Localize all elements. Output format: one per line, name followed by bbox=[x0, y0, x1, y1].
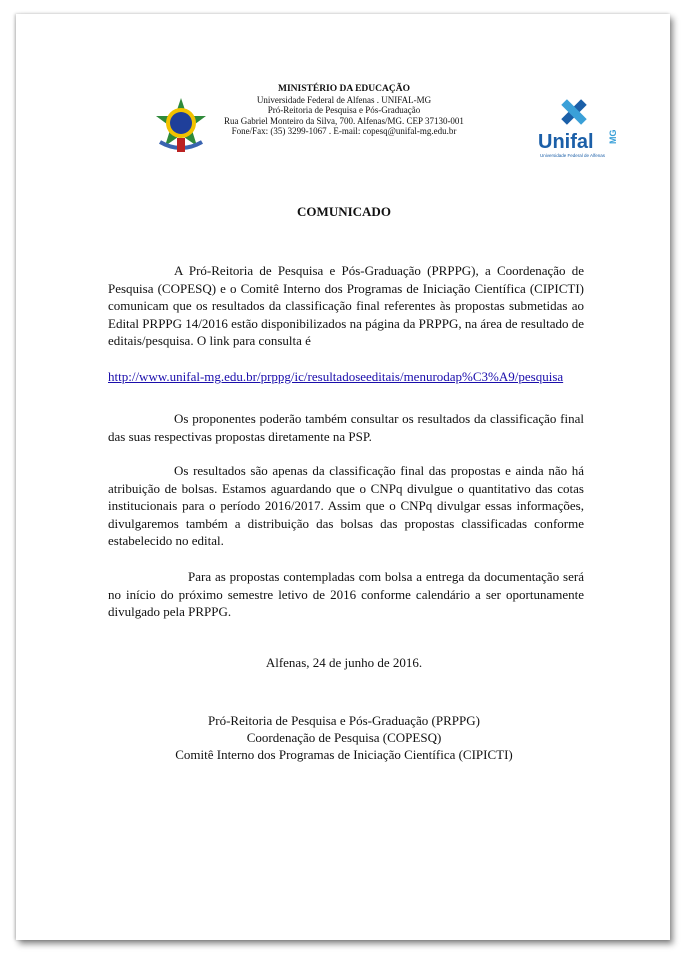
address: Rua Gabriel Monteiro da Silva, 700. Alfenas/MG. CEP 37130-001 bbox=[224, 115, 464, 126]
signature-line: Comitê Interno dos Programas de Iniciação Científica (CIPICTI) bbox=[175, 747, 513, 762]
university-name: Universidade Federal de Alfenas . UNIFAL-MG bbox=[256, 94, 432, 105]
unifal-logo bbox=[534, 96, 618, 160]
paragraph-3 bbox=[108, 462, 584, 550]
link-paragraph bbox=[108, 368, 584, 386]
paragraph-2-text: Os proponentes poderão também consultar os resultados da classificação final das suas respectivas propostas diretamente na PSP. bbox=[108, 411, 584, 444]
paragraph-1-text: A Pró-Reitoria de Pesquisa e Pós-Graduação (PRPPG), a Coordenação de Pesquisa (COPESQ) e o Comitê Interno dos Programas de Iniciação Científica (CIPICTI) comunicam que os resultados da classificação final referentes às propostas submetidas ao Edital PRPPG 14/2016 estão disponibilizados na página da PRPPG, na área de resultado de editais/pesquisa. O link para consulta é bbox=[108, 263, 584, 348]
results-link[interactable]: http://www.unifal-mg.edu.br/prppg/ic/resultadoseeditais/menurodap%C3%A9/pesquisa bbox=[108, 369, 564, 384]
paragraph-4 bbox=[108, 568, 584, 621]
paragraph-2 bbox=[108, 410, 584, 445]
ministry-name: MINISTÉRIO DA EDUCAÇÃO bbox=[278, 84, 410, 94]
svg-text:MG: MG bbox=[608, 129, 618, 144]
paragraph-4-text: Para as propostas contempladas com bolsa a entrega da documentação será no início do próximo semestre letivo de 2016 conforme calendário a ser oportunamente divulgado pela PRPPG. bbox=[108, 569, 584, 619]
signature-block bbox=[0, 712, 688, 763]
date-line: Alfenas, 24 de junho de 2016. bbox=[265, 655, 423, 670]
document-title: COMUNICADO bbox=[297, 204, 391, 219]
svg-text:Unifal: Unifal bbox=[538, 131, 594, 153]
department-name: Pró-Reitoria de Pesquisa e Pós-Graduação bbox=[267, 105, 421, 115]
signature-line: Coordenação de Pesquisa (COPESQ) bbox=[246, 730, 442, 745]
svg-text:Universidade Federal de Alfena: Universidade Federal de Alfenas bbox=[540, 153, 606, 158]
signature-line: Pró-Reitoria de Pesquisa e Pós-Graduação (PRPPG) bbox=[208, 713, 480, 728]
paragraph-1 bbox=[108, 262, 584, 350]
contact: Fone/Fax: (35) 3299-1067 . E-mail: copesq@unifal-mg.edu.br bbox=[231, 126, 457, 136]
paragraph-3-text: Os resultados são apenas da classificação final das propostas e ainda não há atribuição de bolsas. Estamos aguardando que o CNPq divulgue o quantitativo das cotas institucionais para o período 2016/2017. Assim que o CNPq divulgar essas informações, divulgaremos também a distribuição das bolsas das propostas classificadas conforme estabelecido no edital. bbox=[108, 463, 584, 548]
